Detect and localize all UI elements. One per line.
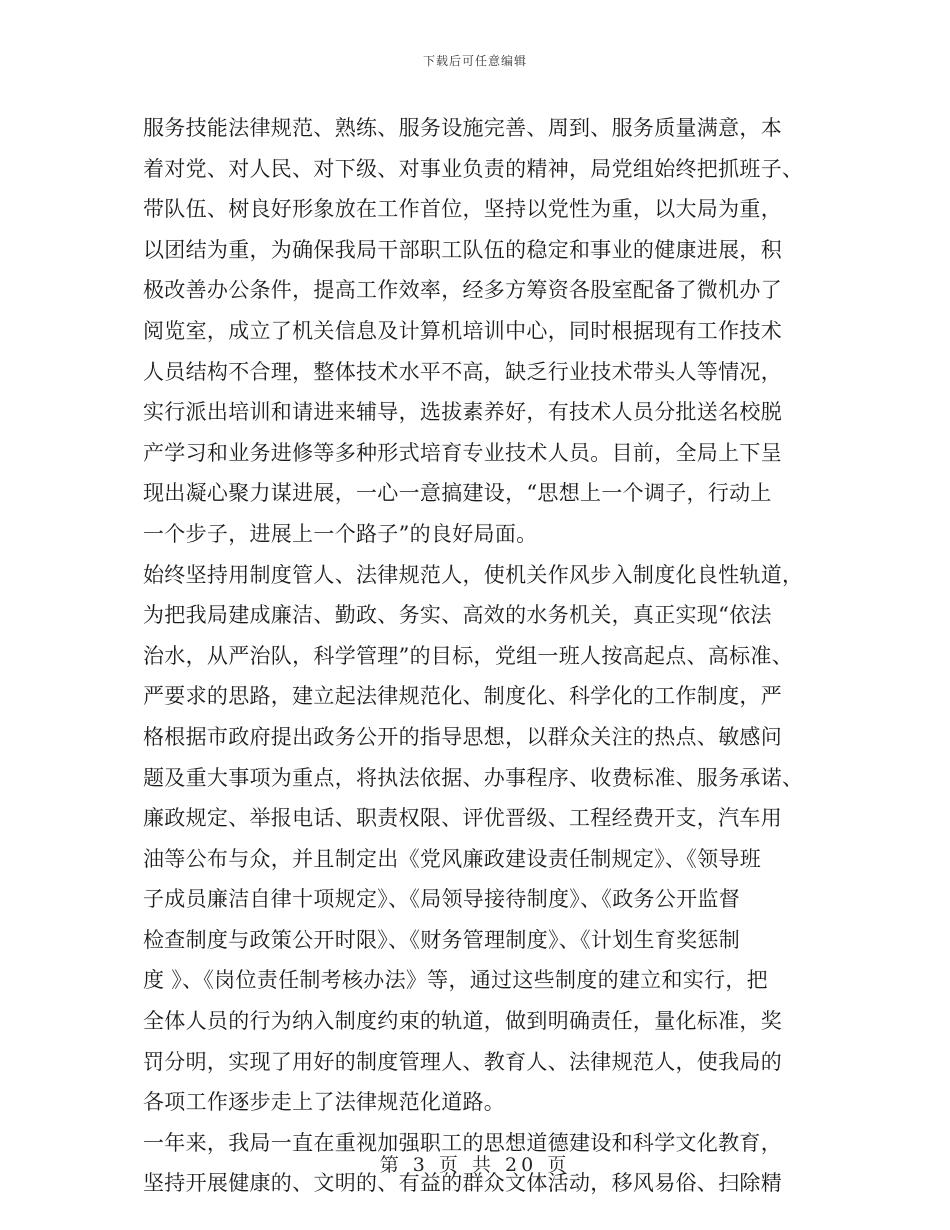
text-line: 实行派出培训和请进来辅导，选拔素养好，有技术人员分批送名校脱: [143, 400, 782, 425]
text-line: 带队伍、树良好形象放在工作首位，坚持以党性为重，以大局为重，: [143, 197, 782, 222]
body-text: [143, 108, 808, 1204]
text-line: 治水，从严治队，科学管理”的目标，党组一班人按高起点、高标准、: [143, 643, 794, 668]
text-line: 着对党、对人民、对下级、对事业负责的精神，局党组始终把抓班子、: [143, 156, 804, 181]
text-line: 检查制度与政策公开时限》、《财务管理制度》、《计划生育奖惩制: [143, 927, 740, 952]
page-number-footer: 第 3 页 共 20 页: [379, 1154, 571, 1176]
text-line: 人员结构不合理，整体技术水平不高，缺乏行业技术带头人等情况，: [143, 359, 782, 384]
text-line: 阅览室，成立了机关信息及计算机培训中心，同时根据现有工作技术: [143, 318, 782, 343]
text-line: 格根据市政府提出政务公开的指导思想，以群众关注的热点、敏感问: [143, 724, 782, 749]
text-line: 为把我局建成廉洁、勤政、务实、高效的水务机关，真正实现“依法: [143, 603, 772, 628]
text-line: 题及重大事项为重点，将执法依据、办事程序、收费标准、服务承诺、: [143, 765, 804, 790]
text-line: 产学习和业务进修等多种形式培育专业技术人员。目前，全局上下呈: [143, 440, 782, 465]
text-line: 子成员廉洁自律十项规定》、《局领导接待制度》、《政务公开监督: [143, 887, 740, 912]
text-line: 坚持开展健康的、文明的、有益的群众文体活动，移风易俗、扫除精: [143, 1171, 782, 1196]
text-line: 服务技能法律规范、熟练、服务设施完善、周到、服务质量满意，本: [143, 116, 782, 140]
text-line: 廉政规定、举报电话、职责权限、评优晋级、工程经费开支，汽车用: [143, 806, 782, 831]
text-line: 度 》、《岗位责任制考核办法》等，通过这些制度的建立和实行，把: [143, 968, 768, 993]
text-line: 极改善办公条件，提高工作效率，经多方筹资各股室配备了微机办了: [143, 278, 782, 303]
header-note: 下载后可任意编辑: [422, 54, 527, 68]
text-line: 罚分明，实现了用好的制度管理人、教育人、法律规范人，使我局的: [143, 1049, 782, 1074]
text-line: 以团结为重，为确保我局干部职工队伍的稳定和事业的健康进展，积: [143, 237, 782, 262]
text-line: 现出凝心聚力谋进展，一心一意搞建设，“思想上一个调子，行动上: [143, 481, 772, 506]
text-line: 各项工作逐步走上了法律规范化道路。: [143, 1090, 506, 1115]
text-line: 一年来，我局一直在重视加强职工的思想道德建设和科学文化教育，: [143, 1130, 782, 1155]
text-line: 始终坚持用制度管人、法律规范人，使机关作风步入制度化良性轨道，: [143, 562, 804, 587]
text-line: 一个步子，进展上一个路子”的良好局面。: [143, 521, 538, 546]
text-line: 全体人员的行为纳入制度约束的轨道，做到明确责任，量化标准，奖: [143, 1009, 782, 1034]
text-line: 油等公布与众，并且制定出《党风廉政建设责任制规定》、《领导班: [143, 846, 761, 871]
text-line: 严要求的思路，建立起法律规范化、制度化、科学化的工作制度，严: [143, 684, 782, 709]
